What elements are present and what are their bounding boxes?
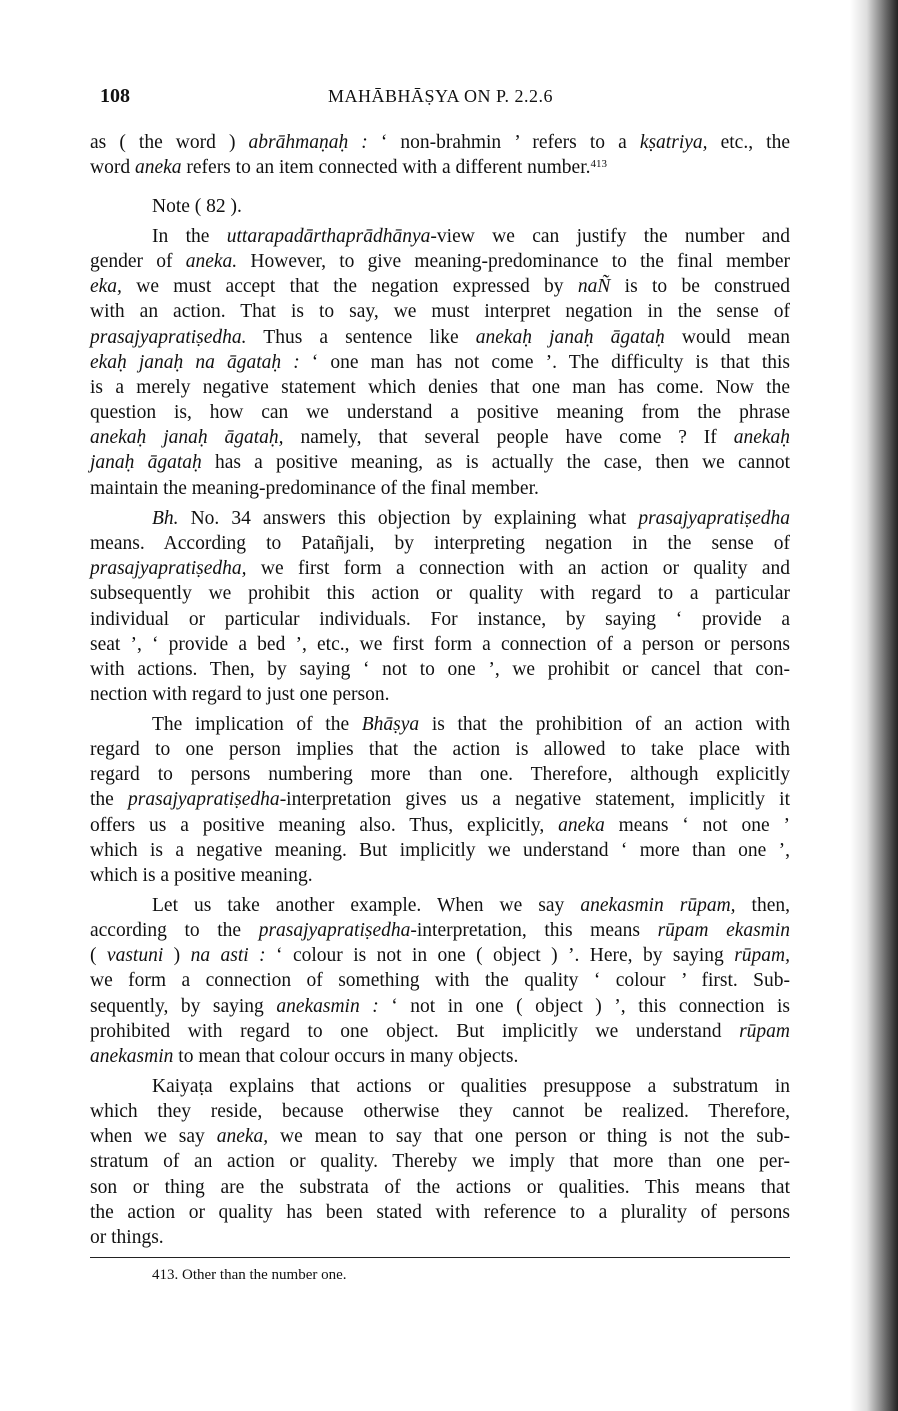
text-line [90,1045,790,1069]
text-line [90,532,790,556]
text-run: regard to one person implies that the action is allowed to take place with [90,739,790,761]
text-run: is that the prohibition of an action with [419,714,790,735]
italic-term: uttarapadārthaprādhānya [226,226,431,247]
italic-term: eka, [90,276,122,298]
text-run: son or thing are the substrata of the actions or qualities. This means that [90,1176,790,1198]
text-line [90,557,790,581]
text-run: ‘ one man has not come ’. The difficulty is that this [299,351,791,373]
text-run: we form a connection of something with the quality ‘ colour ’ first. Sub- [90,970,790,992]
text-run: Thus a sentence like [246,326,476,348]
text-line [90,919,790,943]
text-line [90,894,790,918]
text-run: with actions. Then, by saying ‘ not to one ’, we prohibit or cancel that con- [90,658,790,680]
italic-term: prasajyapratiṣedha [258,920,411,942]
italic-term: abrāhmaṇaḥ : [248,132,368,153]
text-line [90,376,790,400]
text-line [90,1226,790,1250]
text-line [90,300,790,324]
text-line [90,763,790,787]
italic-term: kṣatriya, [639,132,708,153]
text-run: as ( the word ) [90,132,249,153]
text-line [90,608,790,632]
italic-term: naÑ [577,276,611,298]
text-run: ‘ not in one ( object ) ’, this connection is [378,995,790,1017]
text-run: maintain the meaning-predominance of the final member. [90,477,539,499]
italic-term: aneka, [216,1126,269,1148]
text-line [90,195,790,219]
italic-term: rūpam ekasmin [657,920,791,942]
text-run: has a positive meaning, as is actually the case, then we cannot [201,452,790,474]
text-line [90,477,790,501]
text-run: question is, how can we understand a positive meaning from the phrase [90,402,790,424]
italic-term: prasajyapratiṣedha [638,508,790,529]
text-line [90,658,790,682]
text-line [90,451,790,475]
text-line [90,633,790,657]
text-run: then, [735,895,790,916]
text-run: nection with regard to just one person. [90,684,390,706]
text-run: the action or quality has been stated with reference to a plurality of persons [90,1201,790,1223]
text-line [90,738,790,762]
text-run: However, to give meaning-predominance to the final member [237,251,790,273]
italic-term: rūpam, [734,945,791,967]
italic-term: vastuni [106,945,164,967]
text-run: regard to persons numbering more than one. Therefore, although explicitly [90,764,790,786]
italic-term: anekaḥ janaḥ āgataḥ [475,326,665,348]
text-line [90,1020,790,1044]
text-run: ‘ colour is not in one ( object ) ’. Here, by saying [265,945,735,967]
italic-term: anekasmin : [276,995,379,1017]
text-run: is to be construed [610,276,790,298]
text-line [90,1176,790,1200]
text-line [90,156,790,180]
italic-term: na asti : [190,945,266,967]
text-line [90,839,790,863]
text-run: we must accept that the negation expressed by [121,276,578,298]
italic-term: rūpam [739,1020,790,1042]
text-run: word [90,157,135,179]
text-run: which is a positive meaning. [90,864,313,886]
italic-term: Bh. [152,508,179,529]
text-run: means ‘ not one ’ [604,814,790,836]
italic-term: janaḥ āgataḥ [90,452,202,474]
text-run: -view we can justify the number and [430,226,790,247]
italic-term: anekaḥ [733,427,790,449]
text-line [90,1100,790,1124]
footnote-ref: 413 [590,158,608,171]
scan-page-edge [850,0,898,1411]
text-line [90,683,790,707]
text-run: The implication of the [152,714,362,735]
italic-term: prasajyapratiṣedha, [90,558,247,580]
text-run: would mean [664,326,790,348]
text-run: Let us take another example. When we say [152,895,581,916]
text-line [90,131,790,155]
running-title: MAHĀBHĀṢYA ON P. 2.2.6 [328,86,554,106]
text-run: subsequently we prohibit this action or quality with regard to a particular [90,583,790,605]
footnote-divider [90,1257,790,1258]
text-line [90,351,790,375]
text-run: ( [90,945,107,967]
text-run: the [90,789,129,811]
text-line [90,225,790,249]
text-line [90,401,790,425]
text-run: which is a negative meaning. But implicitly we understand ‘ more than one ’, [90,839,790,861]
text-line [90,426,790,450]
text-run: we mean to say that one person or thing is not the sub- [268,1126,791,1148]
italic-term: ekaḥ janaḥ na āgataḥ : [90,351,300,373]
text-run: when we say [90,1126,217,1148]
text-run: Note ( 82 ). [152,196,242,217]
text-run: ‘ non-brahmin ’ refers to a [367,132,640,153]
italic-term: anekaḥ janaḥ āgataḥ, [90,427,284,449]
text-run: to mean that colour occurs in many objects. [173,1045,519,1067]
italic-term: aneka [134,157,182,179]
footnote: 413. Other than the number one. [152,1267,347,1283]
italic-term: prasajyapratiṣedha [128,789,280,811]
text-run: prohibited with regard to one object. But implicitly we understand [90,1020,740,1042]
text-run: namely, that several people have come ? If [283,427,734,449]
text-line [90,814,790,838]
text-line [90,788,790,812]
text-run: according to the [90,920,259,942]
text-run: No. 34 answers this objection by explaining what [178,508,639,529]
text-line [90,944,790,968]
text-line [90,1075,790,1099]
text-run: ) [163,945,191,967]
text-run: -interpretation gives us a negative statement, implicitly it [279,789,790,811]
text-run: In the [152,226,227,247]
text-run: refers to an item connected with a different number. [181,157,591,179]
text-run: -interpretation, this means [410,920,658,942]
text-line [90,713,790,737]
text-line [90,326,790,350]
italic-term: aneka [558,814,605,836]
text-line [90,864,790,888]
text-line [90,1150,790,1174]
italic-term: Bhāṣya [361,714,420,735]
text-run: sequently, by saying [90,995,277,1017]
italic-term: anekasmin rūpam, [580,895,736,916]
italic-term: prasajyapratiṣedha. [90,326,247,348]
text-line [90,1125,790,1149]
text-line [90,507,790,531]
text-run: means. According to Patañjali, by interpreting negation in the sense of [90,533,790,555]
text-line [90,250,790,274]
text-run: or things. [90,1226,164,1248]
text-run: individual or particular individuals. For instance, by saying ‘ provide a [90,608,790,630]
text-run: is a merely negative statement which denies that one man has come. Now the [90,376,790,398]
page-number: 108 [100,85,130,107]
text-run: gender of [90,251,186,273]
text-line [90,995,790,1019]
text-run: etc., the [707,132,790,153]
text-run: offers us a positive meaning also. Thus, explicitly, [90,814,559,836]
text-run: which they reside, because otherwise they cannot be realized. Therefore, [90,1101,790,1123]
text-run: Kaiyaṭa explains that actions or qualities presuppose a substratum in [152,1076,790,1097]
italic-term: aneka. [185,251,238,273]
text-line [90,1201,790,1225]
text-line [90,582,790,606]
text-run: with an action. That is to say, we must interpret negation in the sense of [90,301,790,323]
text-run: we first form a connection with an action or quality and [246,558,790,580]
italic-term: anekasmin [90,1045,174,1067]
text-run: stratum of an action or quality. Thereby we imply that more than one per- [90,1151,790,1173]
text-line [90,275,790,299]
text-run: seat ’, ‘ provide a bed ’, etc., we first form a connection of a person or persons [90,633,790,655]
text-line [90,969,790,993]
